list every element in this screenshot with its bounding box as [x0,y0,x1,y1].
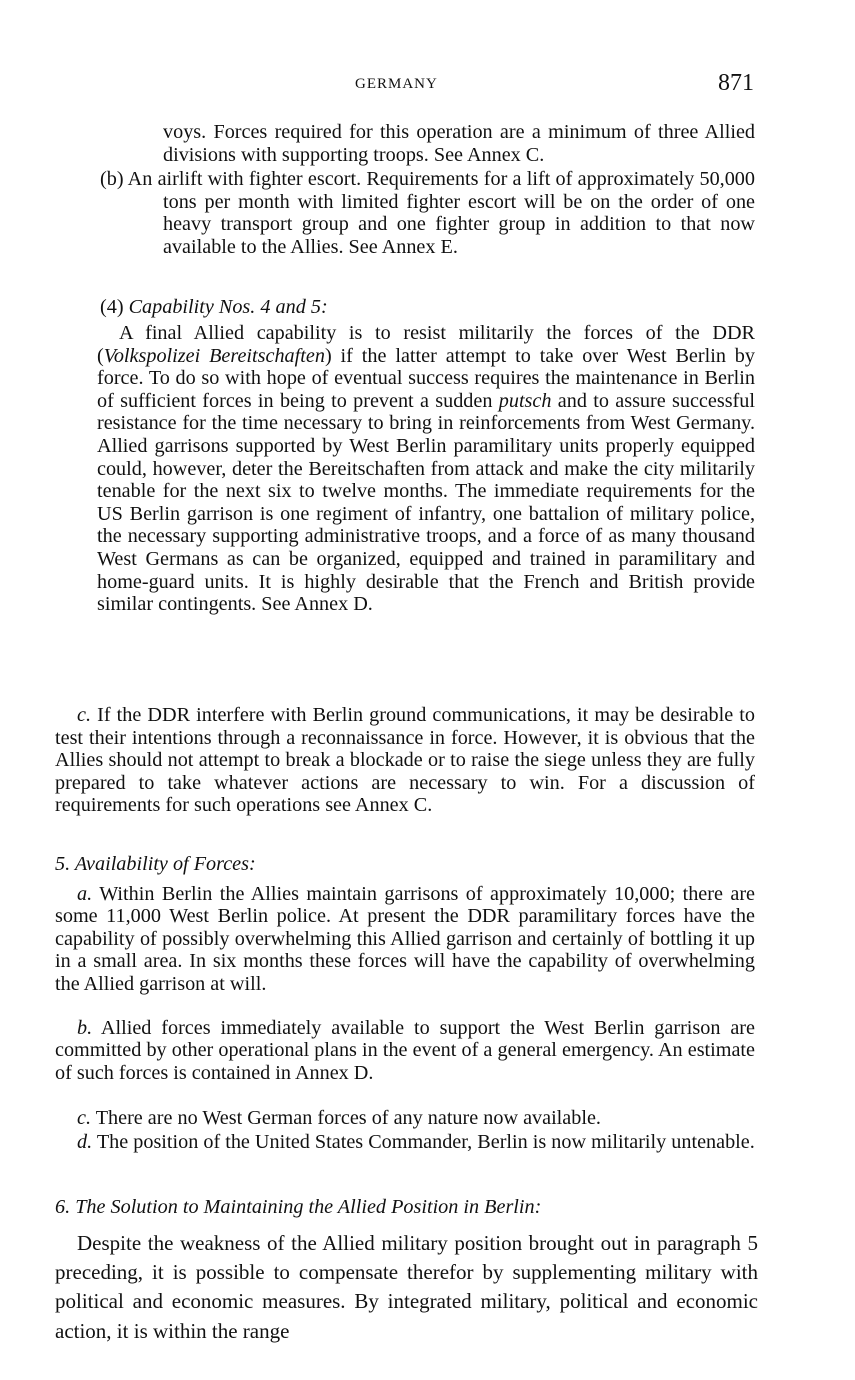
capability-text-3: and to assure successful resistance for the time necessary to bring in reinforcements from West Germany. Allied garrisons supported by West Berlin paramilitary units properly equipped could, however, deter the Bereitschaften from attack and make the city militarily tenable for the next six to twelve months. The immediate requirements for the US Berlin garrison is one regiment of infantry, one battalion of military police, the necessary supporting administrative troops, and a force of as many thousand West Germans as can be organized, equipped and trained in paramilitary and home-guard units. It is highly desirable that the French and British provide similar contingents. See Annex D. [97,389,755,616]
paragraph-c [55,704,755,817]
section-5-heading: 5. Availability of Forces: [55,853,256,875]
section-5-c-text: There are no West German forces of any nature now available. [91,1107,601,1129]
continued-paragraph: voys. Forces required for this operation are a minimum of three Allied divisions with supporting troops. See Annex C. [163,121,755,166]
section-5-a-label: a. [77,883,93,905]
paragraph-c-text: If the DDR interfere with Berlin ground communications, it may be desirable to test their intentions through a reconnaissance in force. However, it is obvious that the Allies should not attempt to break a blockade or to raise the siege unless they are fully prepared to take whatever actions are necessary to win. For a discussion of requirements for such operations see Annex C. [55,704,755,817]
capability-text-1: A final Allied capability is to resist militarily the forces of the DDR ( [97,322,755,367]
capability-heading-title: Capability Nos. 4 and 5: [128,296,328,318]
capability-heading-number: (4) [100,296,129,318]
page-number: 871 [718,70,754,96]
section-5-b [55,1017,755,1084]
running-title: GERMANY [355,76,438,92]
section-5-d-label: d. [77,1131,93,1153]
capability-text-2: ) if the latter attempt to take over West Berlin by force. To do so with hope of eventual success requires the maintenance in Berlin of sufficient forces in being to prevent a sudden [97,344,755,412]
section-5-a [55,883,755,995]
page-header [0,70,855,104]
capability-heading [100,296,755,319]
section-6-heading: 6. The Solution to Maintaining the Allied Position in Berlin: [55,1196,542,1218]
paragraph-c-label: c. [77,704,92,726]
section-5-c-label: c. [77,1107,92,1129]
capability-italic-1: Volkspolizei Bereitschaften [103,344,325,367]
section-5-b-text: Allied forces immediately available to support the West Berlin garrison are committed by other operational plans in the event of a general emergency. An estimate of such forces is contained in Annex D. [55,1017,755,1084]
section-5-b-label: b. [77,1017,93,1039]
section-5-c [55,1107,755,1129]
section-6-paragraph: Despite the weakness of the Allied military position brought out in paragraph 5 preceding, it is possible to compensate therefor by supplementing military with political and economic measures. By integrated military, political and economic action, it is within the range [55,1231,758,1343]
capability-paragraph [97,322,755,616]
section-5-a-text: Within Berlin the Allies maintain garrisons of approximately 10,000; there are some 11,000 West Berlin police. At present the DDR paramilitary forces have the capability of possibly overwhelming this Allied garrison and certainly of bottling it up in a small area. In six months these forces will have the capability of overwhelming the Allied garrison at will. [55,883,755,995]
capability-italic-2: putsch [498,389,552,412]
item-b-airlift: (b) An airlift with fighter escort. Requirements for a lift of approximately 50,000 tons per month with limited fighter escort will be on the order of one heavy transport group and one fighter group in addition to that now available to the Allies. See Annex E. [100,168,755,258]
section-5-d-text: The position of the United States Commander, Berlin is now militarily untenable. [92,1131,755,1153]
section-5-d [55,1131,755,1153]
